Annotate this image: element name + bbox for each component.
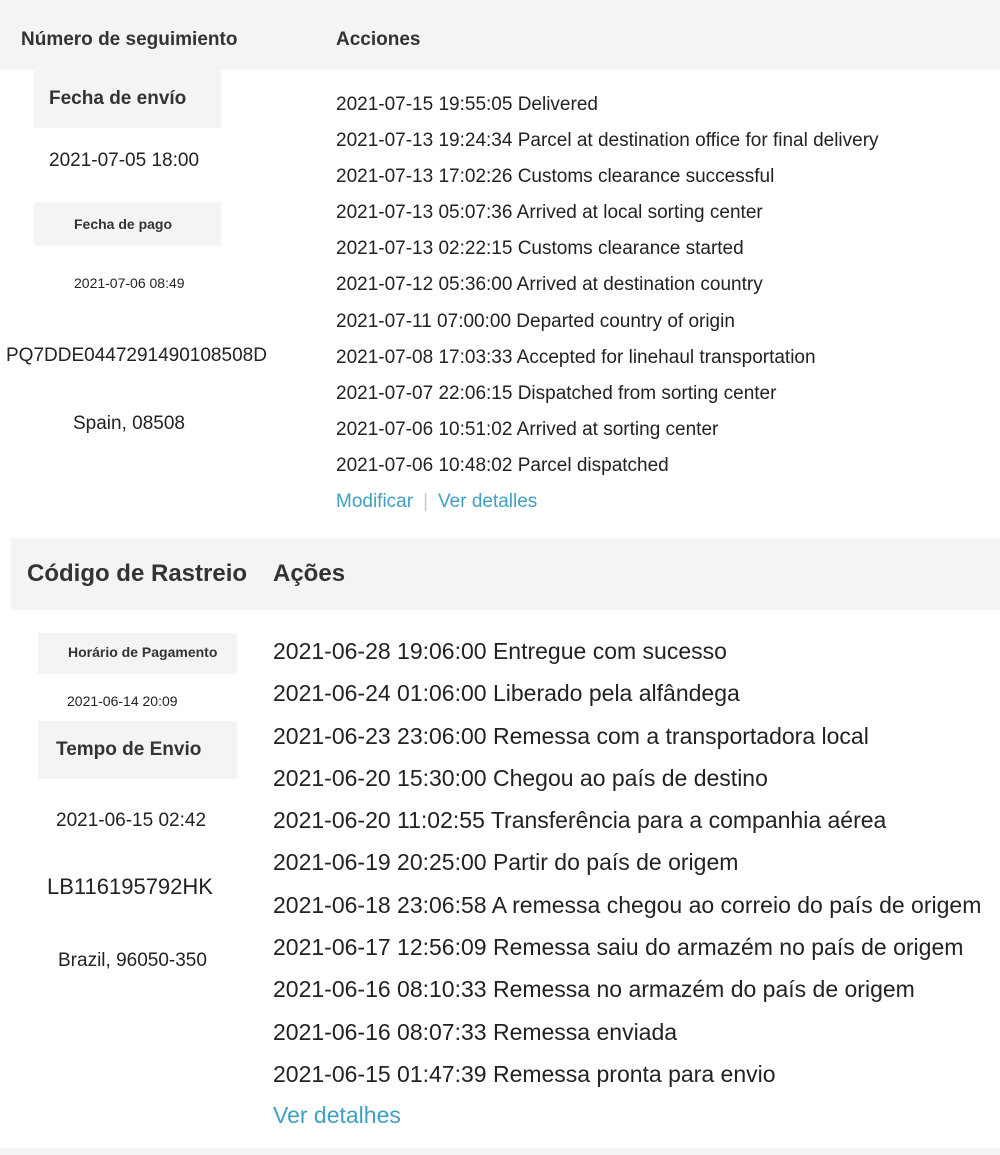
event-row: 2021-07-11 07:00:00 Departed country of origin <box>336 310 735 332</box>
panel-es-shipping-date: 2021-07-05 18:00 <box>49 150 200 171</box>
event-row: 2021-06-28 19:06:00 Entregue com sucesso <box>273 638 727 664</box>
event-row: 2021-06-20 15:30:00 Chegou ao país de destino <box>273 764 768 791</box>
event-row: 2021-07-13 19:24:34 Parcel at destination office for final delivery <box>336 130 879 152</box>
event-row: 2021-06-19 20:25:00 Partir do país de origem <box>273 849 739 876</box>
event-row: 2021-07-06 10:51:02 Arrived at sorting center <box>336 418 719 440</box>
event-row: 2021-07-13 02:22:15 Customs clearance started <box>336 238 744 260</box>
panel-pt-header-actions-label: Ações <box>273 560 346 587</box>
view-details-link[interactable]: Ver detalles <box>438 491 538 512</box>
event-row: 2021-07-12 05:36:00 Arrived at destination country <box>336 274 763 296</box>
event-row: 2021-06-18 23:06:58 A remessa chegou ao correio do país de origem <box>273 891 982 918</box>
panel-pt-shipping-time: 2021-06-15 02:42 <box>56 810 207 831</box>
panel-pt-payment-time-label: Horário de Pagamento <box>68 644 218 660</box>
bottom-divider <box>0 1148 1000 1155</box>
panel-es-payment-date: 2021-07-06 08:49 <box>74 275 185 291</box>
view-details-link[interactable]: Ver detalhes <box>273 1102 401 1128</box>
panel-pt-shipping-time-label: Tempo de Envio <box>56 739 202 760</box>
event-row: 2021-07-13 17:02:26 Customs clearance successful <box>336 166 775 188</box>
event-row: 2021-06-16 08:10:33 Remessa no armazém do país de origem <box>273 976 915 1003</box>
event-row: 2021-06-17 12:56:09 Remessa saiu do armazém no país de origem <box>273 934 964 961</box>
link-separator: | <box>423 491 429 512</box>
panel-es-tracking-number: PQ7DDE0447291490108508D <box>6 345 267 366</box>
event-row: 2021-07-15 19:55:05 Delivered <box>336 94 598 115</box>
event-row: 2021-07-08 17:03:33 Accepted for linehaul transportation <box>336 346 816 368</box>
panel-es-header-actions-label: Acciones <box>336 29 421 50</box>
event-row: 2021-06-24 01:06:00 Liberado pela alfândega <box>273 680 740 707</box>
event-row: 2021-06-16 08:07:33 Remessa enviada <box>273 1018 678 1045</box>
event-row: 2021-06-15 01:47:39 Remessa pronta para envio <box>273 1060 776 1087</box>
panel-pt-action-links <box>273 1102 401 1129</box>
panel-es-destination: Spain, 08508 <box>73 413 185 434</box>
event-row: 2021-06-20 11:02:55 Transferência para a companhia aérea <box>273 807 887 834</box>
panel-es-header-tracking-label: Número de seguimiento <box>21 29 238 50</box>
modify-link[interactable]: Modificar <box>336 491 414 512</box>
panel-es-shipping-date-label: Fecha de envío <box>49 88 187 109</box>
panel-pt-header-tracking-label: Código de Rastreio <box>27 560 248 587</box>
panel-es-action-links <box>336 491 537 513</box>
panel-es-payment-date-label: Fecha de pago <box>74 216 173 232</box>
event-row: 2021-07-07 22:06:15 Dispatched from sorting center <box>336 382 777 404</box>
panel-pt-payment-time: 2021-06-14 20:09 <box>67 693 178 709</box>
panel-es-event-list <box>336 94 879 491</box>
event-row: 2021-07-06 10:48:02 Parcel dispatched <box>336 454 669 476</box>
panel-pt-destination: Brazil, 96050-350 <box>58 950 207 971</box>
event-row: 2021-06-23 23:06:00 Remessa com a transportadora local <box>273 722 869 749</box>
event-row: 2021-07-13 05:07:36 Arrived at local sorting center <box>336 202 763 224</box>
panel-pt-event-list <box>273 637 981 1102</box>
panel-pt-tracking-number: LB116195792HK <box>47 874 213 899</box>
